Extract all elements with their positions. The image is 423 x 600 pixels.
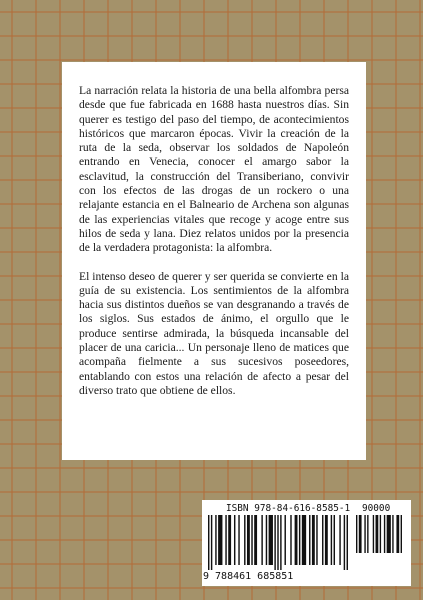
barcode-bar [373, 515, 374, 553]
barcode-bar [266, 515, 267, 565]
barcode-bar [347, 515, 348, 570]
barcode-bar [299, 515, 300, 565]
barcode-bar [302, 515, 306, 565]
synopsis-panel [62, 62, 366, 460]
barcode-bar [244, 515, 245, 565]
barcode-box [202, 500, 411, 586]
barcode-bar [269, 515, 273, 565]
barcode-bar [344, 515, 345, 570]
barcode-bar [238, 515, 239, 565]
barcode-bar [359, 515, 362, 553]
barcode-bar [401, 515, 402, 553]
barcode-bar [251, 515, 252, 565]
barcode-bar [380, 515, 381, 553]
barcode-bar [234, 515, 235, 565]
barcode-bar [280, 515, 281, 570]
ean-barcode [208, 515, 348, 570]
barcode-bar [247, 515, 250, 565]
barcode-bar [396, 515, 399, 553]
barcode-bar [295, 515, 298, 565]
addon-barcode [356, 515, 402, 553]
barcode-bar [387, 515, 391, 553]
synopsis-paragraph-2: El intenso deseo de querer y ser querida se convierte en la guía de su existencia. Los sentimientos de la alfombra hacia sus distintos dueños se van desgranando a través de los siglos. Sus estados de ánimo, el orgullo que le produce sentirse admirada, la búsqueda incansable del placer de una caricia... Un personaje lleno de matices que acompaña fielmente a sus sucesivos poseedores, entablando con estos una relación de afecto a pesar del diverso trato que obtiene de ellos. [79, 269, 349, 397]
barcode-bar [322, 515, 323, 565]
barcode-bar [215, 515, 216, 565]
barcode-bar [364, 515, 365, 553]
barcode-bar [392, 515, 393, 553]
barcode-bar [228, 515, 231, 565]
barcode-bar [331, 515, 332, 565]
barcode-bar [312, 515, 315, 565]
barcode-bar [325, 515, 328, 565]
barcode-bar [208, 515, 209, 570]
addon-digits: 90000 [362, 503, 391, 514]
barcode-bar [211, 515, 212, 570]
barcode-bar [384, 515, 385, 553]
ean-digits: 9 788461 685851 [203, 571, 294, 582]
barcode-bar [367, 515, 368, 553]
barcode-bar [290, 515, 291, 565]
barcode-bar [356, 515, 357, 553]
isbn-label: ISBN 978-84-616-8585-1 [226, 503, 351, 514]
barcode-bar [334, 515, 335, 565]
barcode-bar [261, 515, 262, 565]
barcode-bar [225, 515, 226, 565]
barcode-bar [284, 515, 285, 565]
barcode-bar [277, 515, 278, 570]
barcode-bar [309, 515, 310, 565]
barcode-bar [254, 515, 257, 565]
barcode-bar [339, 515, 340, 565]
barcode-bar [376, 515, 379, 553]
synopsis-paragraph-1: La narración relata la historia de una bella alfombra persa desde que fue fabricada en 1688 hasta nuestros días. Sin querer es testigo del paso del tiempo, de acontecimientos históricos que marcaron épocas. Vivir la creación de la ruta de la seda, observar los soldados de Napoleón entrando en Venecia, conocer el amargo sabor la esclavitud, la construcción del Transiberiano, convivir con los efectos de las drogas de un rockero o una relajante estancia en el Balneario de Archena son algunas de las experiencias vitales que recoge y acoge entre sus hilos de seda y lana. Diez relatos unidos por la presencia de la verdadera protagonista: la alfombra. [79, 84, 349, 255]
barcode-bar [218, 515, 222, 565]
barcode-bar [316, 515, 317, 565]
barcode-bar [274, 515, 275, 570]
